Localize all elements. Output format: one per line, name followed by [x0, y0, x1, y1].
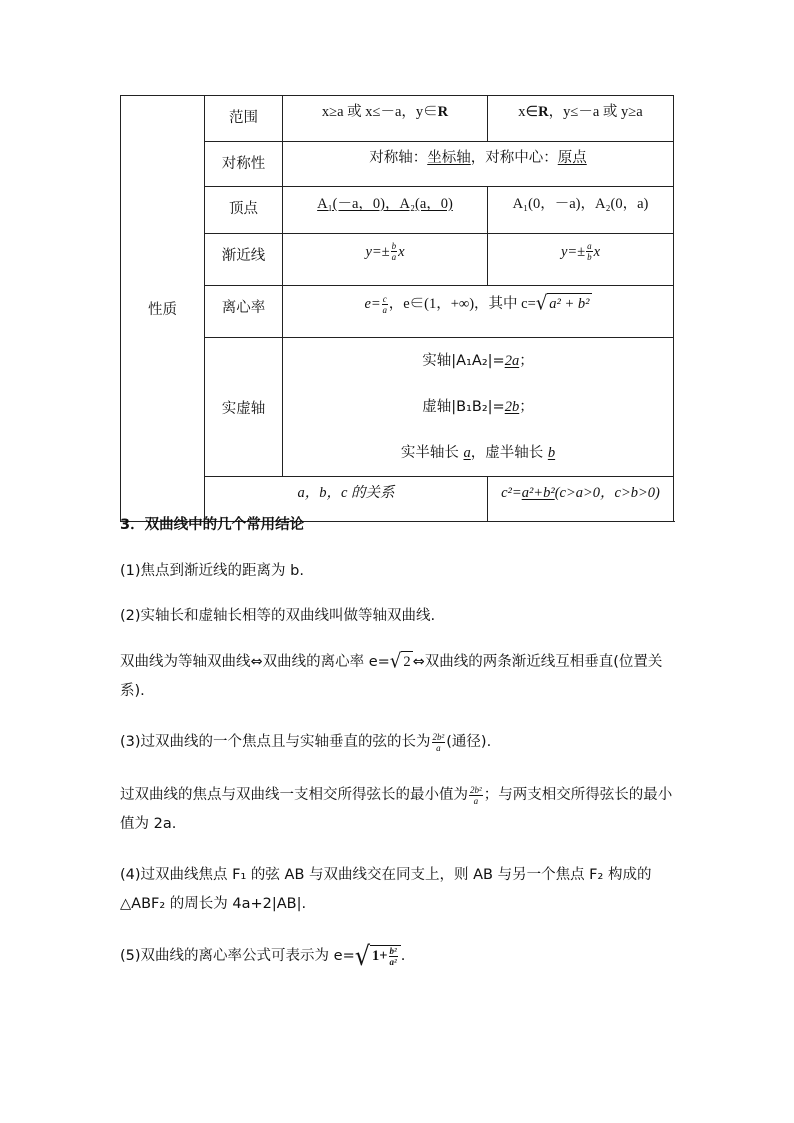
asymptote-label: 渐近线 — [205, 234, 283, 286]
vertex-label: 顶点 — [205, 187, 283, 234]
section-heading: 3．双曲线中的几个常用结论 — [120, 517, 305, 533]
eccentricity-label: 离心率 — [205, 286, 283, 338]
conclusion-1: (1)焦点到渐近线的距离为 b. — [120, 563, 304, 579]
real-axis-value: 2a — [504, 353, 520, 369]
asymptote-left-cell: y=± $\frac{b}{a}$ x — [283, 234, 488, 286]
symmetry-axis: 坐标轴 — [427, 149, 471, 166]
relation-value: a²+b² — [521, 484, 555, 501]
imag-axis-value: 2b — [504, 399, 520, 415]
conclusion-2: (2)实轴长和虚轴长相等的双曲线叫做等轴双曲线. — [120, 608, 436, 624]
relation-cell: c²=a²+b²(c>a>0，c>b>0) — [488, 477, 674, 522]
semi-real-value: a — [463, 445, 471, 461]
semi-imag-value: b — [547, 445, 556, 461]
axis-label: 实虚轴 — [205, 338, 283, 477]
property-group-cell — [121, 96, 205, 522]
eccentricity-cell: e= $\frac{c}{a}$ ，e∈(1，+∞)，其中 c= √ a² + b² — [283, 286, 674, 338]
symmetry-cell: 对称轴：坐标轴，对称中心：原点 — [283, 142, 674, 187]
vertex-right-cell: A₁(0，－a)，A₂(0，a) — [488, 187, 674, 234]
vertex-left-cell: A₁(－a，0)，A₂(a，0) — [283, 187, 488, 234]
range-label: 范围 — [205, 96, 283, 142]
range-left-cell: x≥a 或 x≤－a，y∈R — [283, 96, 488, 142]
symmetry-label: 对称性 — [205, 142, 283, 187]
range-right-cell: x∈R，y≤－a 或 y≥a — [488, 96, 674, 142]
property-group-label: 性质 — [148, 302, 177, 318]
relation-label: a，b，c 的关系 — [297, 484, 395, 501]
hyperbola-properties-table — [120, 95, 674, 522]
symmetry-center: 原点 — [557, 149, 587, 166]
conclusion-5: (5)双曲线的离心率公式可表示为 e= √ 1+ $\frac{\text{b²}}{\text{a²}}$ . — [120, 940, 406, 972]
conclusion-2-detail: 双曲线为等轴双曲线⇔双曲线的离心率 e= √ 2 ⇔双曲线的两条渐近线互相垂直(位置关系). — [120, 649, 663, 699]
axis-cell: 实轴|A₁A₂|=2a； 虚轴|B₁B₂|=2b； 实半轴长 a，虚半轴长 b — [283, 338, 674, 477]
asymptote-right-cell: y=± $\frac{a}{b}$ x — [488, 234, 674, 286]
conclusion-3-detail: 过双曲线的焦点与双曲线一支相交所得弦长的最小值为 $\frac{\text{2b²}}{a}$ ；与两支相交所得弦长的最小值为 2a. — [120, 784, 673, 832]
conclusion-4: (4)过双曲线焦点 F₁ 的弦 AB 与双曲线交在同支上，则 AB 与另一个焦点 F₂ 构成的△ABF₂ 的周长为 4a+2|AB|. — [120, 867, 652, 912]
conclusion-3: (3)过双曲线的一个焦点且与实轴垂直的弦的长为 $\frac{\text{2b²}}{a}$ (通径). — [120, 731, 492, 753]
